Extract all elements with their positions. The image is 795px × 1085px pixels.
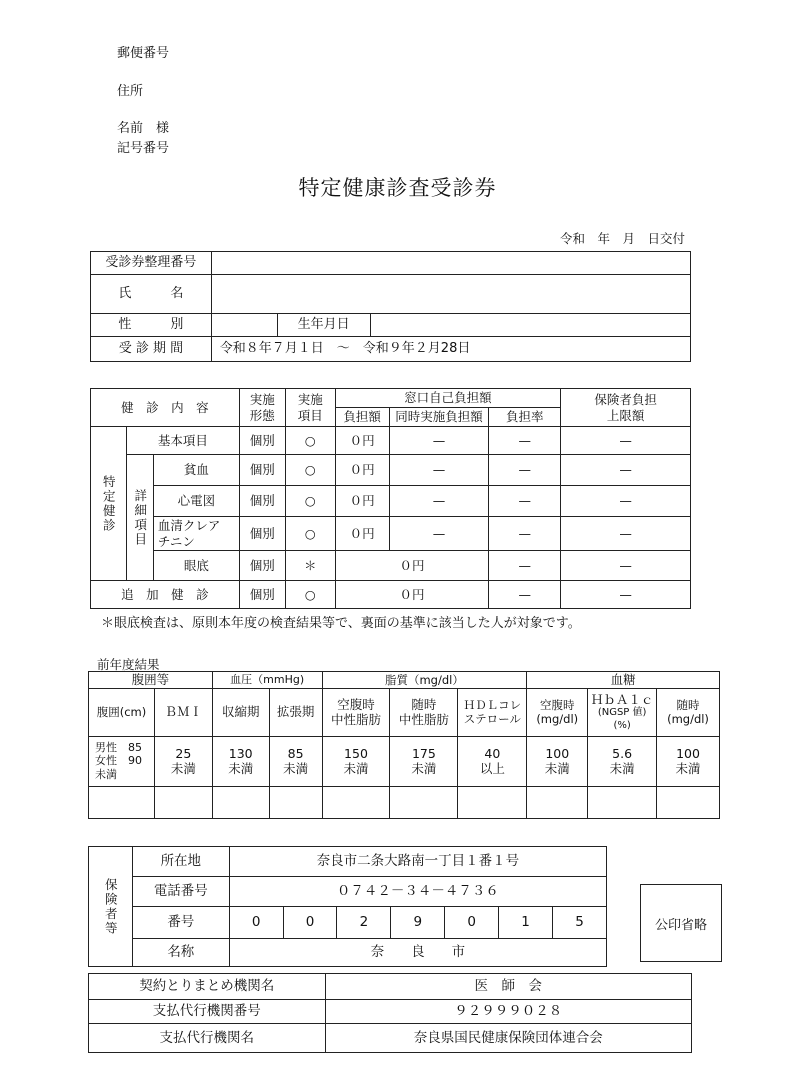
ecg-label: 心電図 [153,486,239,517]
recipient-info-table [90,251,691,362]
insurer-limit-header: 保険者負担 上限額 [561,389,691,427]
form-cell: 個別 [239,486,285,517]
insurer-name: 奈 良 市 [229,939,606,967]
circle-mark: ○ [285,486,335,517]
insurer-label: 保険者等 [89,847,133,967]
result-cell[interactable] [212,786,269,818]
form-cell: 個別 [239,427,285,455]
waist-value: 男性 85 女性 90 未満 [89,736,155,786]
ticket-number-field[interactable] [211,252,690,275]
asterisk-mark: ＊ [285,551,335,581]
hba1c-header [588,688,657,736]
page-title: 特定健康診査受診券 [298,176,497,200]
insurer-table [88,846,607,967]
digit-cell: 2 [337,907,391,939]
circle-mark: ○ [285,581,335,609]
payment-agent-name: 奈良県国民健康保険団体連合会 [325,1024,691,1053]
amount-cell: ０円 [335,455,389,486]
waist-header: 腹囲(cm) [89,688,155,736]
bmi-header: ＢＭＩ [154,688,212,736]
fundus-note: ＊眼底検査は、原則本年度の検査結果等で、裏面の基準に該当した人が対象です。 [101,616,581,631]
insurer-phone: ０７４２－３４－４７３６ [229,877,606,907]
name-field-label: 氏 名 [91,275,212,314]
birth-date-field[interactable] [370,314,690,337]
fundus-label: 眼底 [153,551,239,581]
exam-table [90,388,691,609]
hdl-header: ＨＤＬコレ ステロール [458,688,527,736]
tg-random-header: 随時 中性脂肪 [390,688,458,736]
ticket-number-label: 受診券整理番号 [91,252,212,275]
tokutei-label: 特定健診 [91,427,127,581]
result-cell[interactable] [269,786,322,818]
sex-field[interactable] [211,314,277,337]
dash-cell: — [561,581,691,609]
prev-results-label: 前年度結果 [97,657,160,672]
form-header: 実施 形態 [239,389,285,427]
tg-random-value: 175 未満 [390,736,458,786]
fbs-header: 空腹時 (mg/dl) [527,688,588,736]
insurer-address: 奈良市二条大路南一丁目１番１号 [229,847,606,877]
hba1c-unit: (%) [613,719,631,731]
dash-cell: — [389,486,489,517]
simultaneous-header: 同時実施負担額 [389,408,489,427]
postal-label: 郵便番号 [117,46,170,61]
result-cell[interactable] [89,786,155,818]
amount-cell: ０円 [335,486,389,517]
seal-box: 公印省略 [640,884,722,962]
tg-fasting-value: 150 未満 [322,736,390,786]
amount-cell: ０円 [335,517,389,551]
contract-org-label: 契約とりまとめ機関名 [89,974,326,1000]
digit-cell: 5 [553,907,607,939]
detail-items-label: 詳細項目 [126,455,153,581]
dash-cell: — [561,551,691,581]
hba1c-sub: (NGSP 値) [597,707,647,719]
diastolic-header: 拡張期 [269,688,322,736]
dash-cell: — [489,455,561,486]
bp-group-header: 血圧（mmHg) [212,672,322,689]
form-cell: 個別 [239,581,285,609]
form-cell: 個別 [239,517,285,551]
dash-cell: — [489,427,561,455]
rate-header: 負担率 [489,408,561,427]
rbs-value: 100 未満 [657,736,720,786]
period-label: 受 診 期 間 [91,337,212,362]
dash-cell: — [561,455,691,486]
hba1c-value: 5.6 未満 [588,736,657,786]
dash-cell: — [561,517,691,551]
digit-cell: 0 [229,907,283,939]
result-cell[interactable] [458,786,527,818]
digit-cell: 9 [391,907,445,939]
systolic-value: 130 未満 [212,736,269,786]
anemia-label: 貧血 [153,455,239,486]
copay-header: 窓口自己負担額 [335,389,560,408]
dash-cell: — [489,517,561,551]
amount-header: 負担額 [335,408,389,427]
address-field-label: 所在地 [132,847,229,877]
result-cell[interactable] [154,786,212,818]
rbs-header: 随時 (mg/dl) [657,688,720,736]
amount-cell: ０円 [335,551,489,581]
result-cell[interactable] [322,786,390,818]
lipid-group-header: 脂質（mg/dl） [322,672,527,689]
additional-exam-label: 追 加 健 診 [91,581,240,609]
dash-cell: — [389,517,489,551]
payment-agent-number: ９２９９９０２８ [325,1000,691,1024]
insurer-number-label: 番号 [132,907,229,939]
circle-mark: ○ [285,427,335,455]
digit-cell: 1 [499,907,553,939]
result-cell[interactable] [527,786,588,818]
fbs-value: 100 未満 [527,736,588,786]
basic-item-label: 基本項目 [126,427,239,455]
prev-results-table [88,671,720,819]
creatinine-label: 血清クレア チニン [153,517,239,551]
dash-cell: — [561,486,691,517]
waist-group-header: 腹囲等 [89,672,213,689]
diastolic-value: 85 未満 [269,736,322,786]
insurer-name-label: 名称 [132,939,229,967]
exam-content-header: 健 診 内 容 [91,389,240,427]
dash-cell: — [489,551,561,581]
result-cell[interactable] [390,786,458,818]
form-cell: 個別 [239,551,285,581]
name-field[interactable] [211,275,690,314]
hba1c-title: ＨｂＡ１ｃ [590,691,654,707]
dash-cell: — [489,486,561,517]
result-cell[interactable] [588,786,657,818]
dash-cell: — [389,455,489,486]
amount-cell: ０円 [335,581,489,609]
phone-label: 電話番号 [132,877,229,907]
sugar-group-header: 血糖 [527,672,720,689]
payment-agent-name-label: 支払代行機関名 [89,1024,326,1053]
dash-cell: — [389,427,489,455]
tg-fasting-header: 空腹時 中性脂肪 [322,688,390,736]
birth-date-label: 生年月日 [277,314,370,337]
contract-org-value: 医 師 会 [325,974,691,1000]
form-cell: 個別 [239,455,285,486]
result-cell[interactable] [657,786,720,818]
hdl-value: 40 以上 [458,736,527,786]
payment-agent-number-label: 支払代行機関番号 [89,1000,326,1024]
amount-cell: ０円 [335,427,389,455]
dash-cell: — [561,427,691,455]
bmi-value: 25 未満 [154,736,212,786]
symbol-number-label: 記号番号 [117,141,170,156]
address-label: 住所 [117,84,144,99]
issue-date: 令和 年 月 日交付 [560,231,686,246]
sex-label: 性 別 [91,314,212,337]
name-label: 名前 様 [117,121,170,136]
digit-cell: 0 [283,907,337,939]
systolic-header: 収縮期 [212,688,269,736]
digit-cell: 0 [445,907,499,939]
period-value: 令和８年７月１日 ～ 令和９年２月28日 [211,337,690,362]
dash-cell: — [489,581,561,609]
circle-mark: ○ [285,517,335,551]
circle-mark: ○ [285,455,335,486]
contract-table [88,973,692,1053]
item-header: 実施 項目 [285,389,335,427]
